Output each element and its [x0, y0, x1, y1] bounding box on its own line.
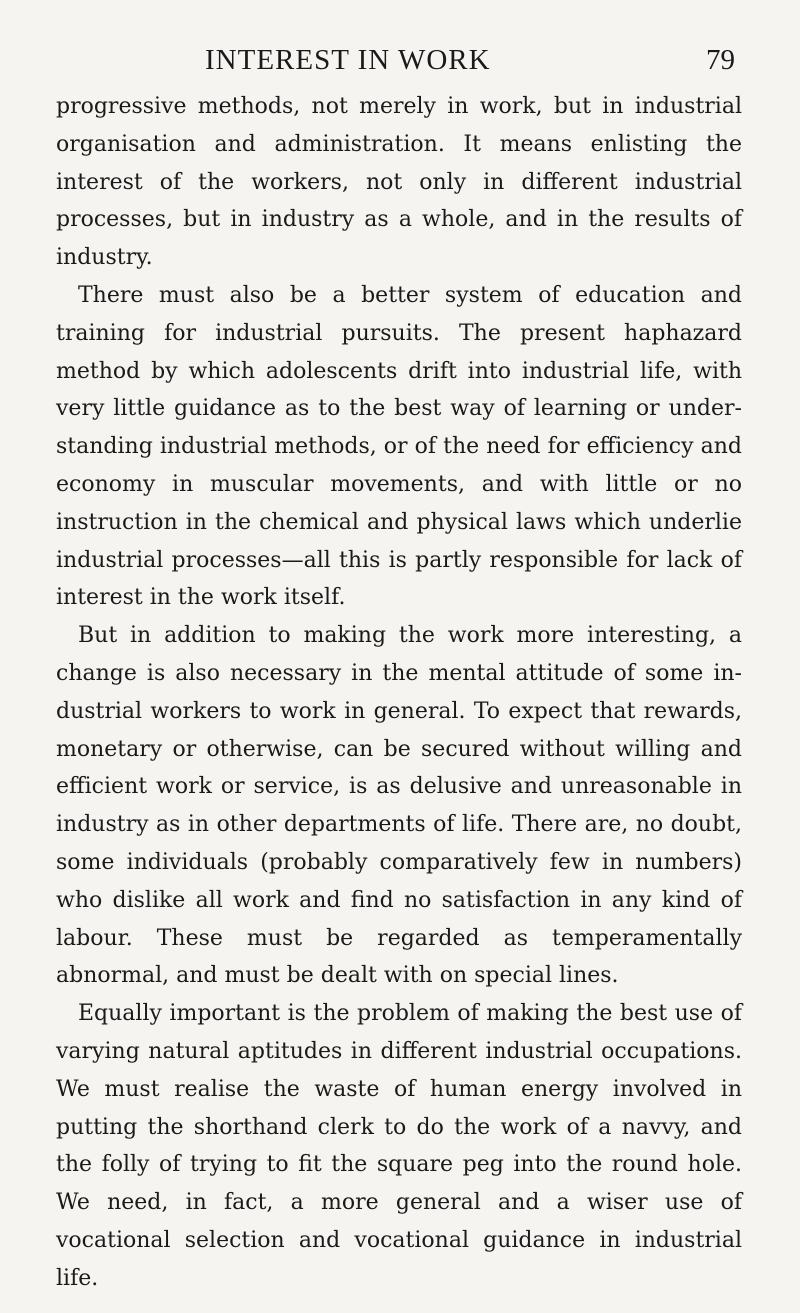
paragraph-natural-aptitudes: Equally important is the problem of making the best use of varying natural aptitudes in different industrial occupations. We must realise the waste of human energy involved in putting the shorthand clerk to do the work of a navvy, and the folly of trying to fit the square peg into the round hole. We need, in fact, a more general and a wiser use of vocational selection and vocational guidance in industrial life.: [56, 1001, 742, 1291]
body-text: [56, 88, 742, 1298]
running-head: [0, 42, 800, 78]
page-number: 79: [706, 44, 735, 76]
running-head-title: INTEREST IN WORK: [205, 44, 491, 76]
paragraph-mental-attitude: But in addition to making the work more interesting, a change is also necessary in the mental attitude of some in-dustrial workers to work in general. To expect that rewards, monetary or otherwise, can be secured without willing and efficient work or service, is as delusive and unreasonable in industry as in other departments of life. There are, no doubt, some individuals (probably comparatively few in numbers) who dislike all work and find no satisfaction in any kind of labour. These must be regarded as temperamentally abnormal, and must be dealt with on special lines.: [56, 623, 742, 989]
paragraph-continued: progressive methods, not merely in work, but in industrial organisation and administration. It means enlisting the interest of the workers, not only in different industrial processes, but in industry as a whole, and in the results of industry.: [56, 94, 742, 271]
paragraph-education-training: There must also be a better system of education and training for industrial pursuits. The present haphazard method by which adolescents drift into industrial life, with very little guidance as to the best way of learning or under-standing industrial methods, or of the need for efficiency and economy in muscular movements, and with little or no instruction in the chemical and physical laws which underlie industrial processes—all this is partly responsible for lack of interest in the work itself.: [56, 282, 742, 611]
